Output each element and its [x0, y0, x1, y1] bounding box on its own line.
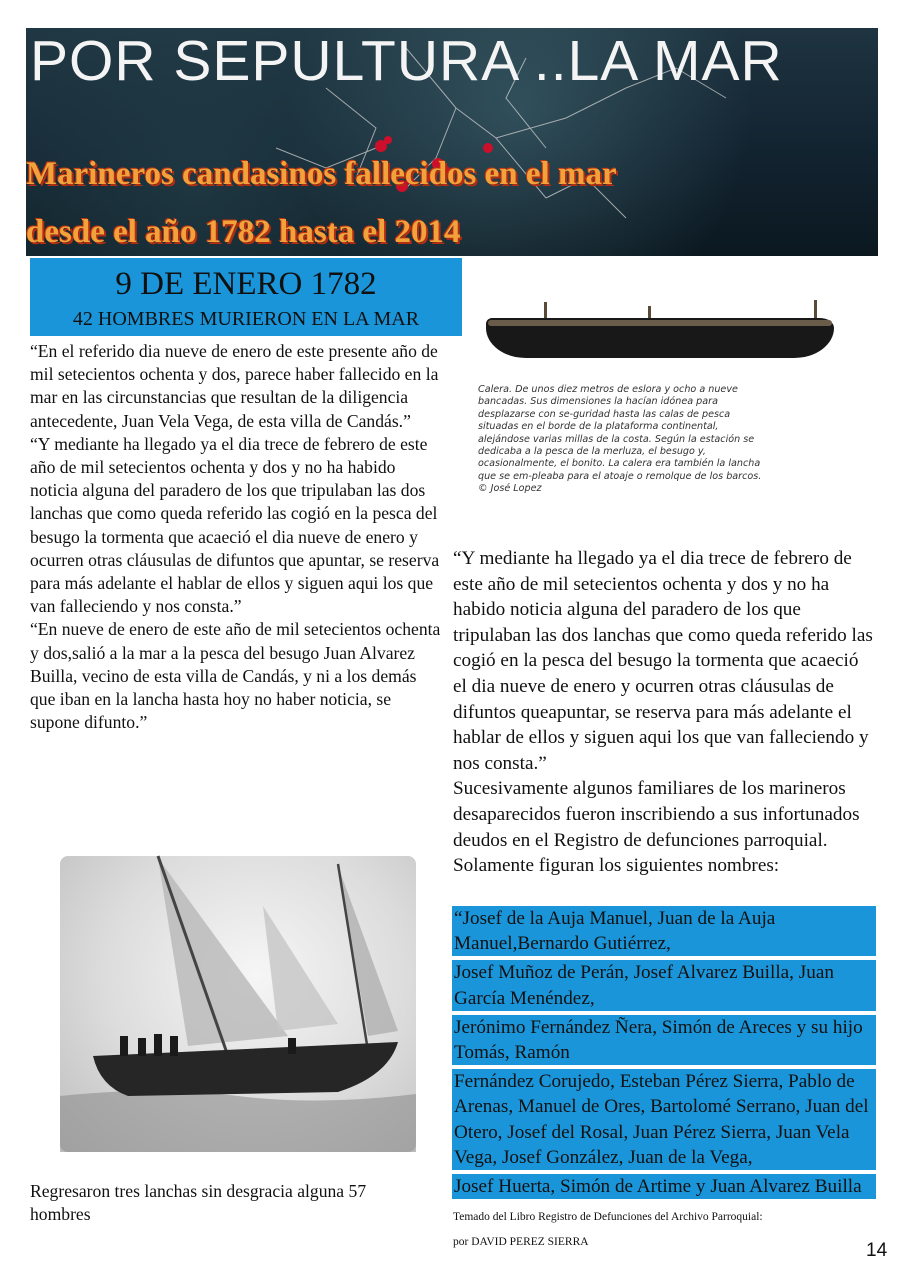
- names-block: Fernández Corujedo, Esteban Pérez Sierra, Pablo de Arenas, Manuel de Ores, Bartolomé Serrano, Juan del Otero, Josef del Rosal, Juan Pérez Sierra, Juan Vela Vega, Josef González, Juan de la Vega,: [452, 1069, 876, 1170]
- header-banner: [26, 28, 878, 256]
- banner-subtitle-line1: Marineros candasinos fallecidos en el mar: [26, 156, 617, 192]
- names-list: [452, 906, 876, 1203]
- date-heading-box: [30, 258, 462, 336]
- left-column-text: [30, 340, 442, 734]
- boat-gunwale: [488, 320, 832, 326]
- right-paragraph: “Y mediante ha llegado ya el dia trece de febrero de este año de mil setecientos ochenta y dos y no ha habido noticia alguna del paradero de los que tripulaban las dos lanchas que como queda referido las cogió en la pesca del besugo la tormenta que acaeció el dia nueve de enero y ocurren otras cláusulas de difuntos queapuntar, se reserva para más adelante el hablar de ellos y siguen aqui los que van falleciendo y nos consta.”: [453, 548, 873, 774]
- calera-caption: Calera. De unos diez metros de eslora y ocho a nueve bancadas. Sus dimensiones la hacían idónea para desplazarse con se-guridad hasta las calas de pesca situadas en el borde de la plataforma continental, alejándose varias millas de la costa. Según la estación se dedicaba a la pesca de la merluza, el besugo y, ocasionalmente, el bonito. La calera era también la lancha que se em-pleaba para el atoaje o remolque de los barcos. © José Lopez: [478, 384, 762, 495]
- left-paragraph: “Y mediante ha llegado ya el dia trece de febrero de este año de mil setecientos ochenta y dos y no ha habido noticia alguna del paradero de los que tripulaban las dos lanchas que como queda referido las cogió en la pesca del besugo la tormenta que acaeció el dia nueve de enero y ocurren otras cláusulas de difuntos que apuntar, se reserva para más adelante el hablar de ellos y siguen aqui los que van falleciendo y nos consta.”: [30, 433, 440, 617]
- banner-subtitle-line2: desde el año 1782 hasta el 2014: [26, 214, 461, 250]
- names-block: Jerónimo Fernández Ñera, Simón de Areces y su hijo Tomás, Ramón: [452, 1015, 876, 1065]
- heading-date: 9 DE ENERO 1782: [115, 266, 377, 302]
- left-paragraph: “En nueve de enero de este año de mil setecientos ochenta y dos,salió a la mar a la pesca del besugo Juan Alvarez Builla, vecino de esta villa de Candás, y ni a los demás que iban en la lancha hasta hoy no haber noticia, se supone difunto.”: [30, 619, 441, 733]
- calera-boat-figure: [462, 282, 854, 530]
- left-paragraph: “En el referido dia nueve de enero de este presente año de mil setecientos ochenta y dos, parece haber fallecido en la mar en las circunstancias que resultan de la diligencia antecedente, Juan Vela Vega, de esta villa de Candás.”: [30, 341, 439, 431]
- sailboat-photo: [38, 846, 436, 1166]
- heading-subhead: 42 HOMBRES MURIERON EN LA MAR: [72, 308, 420, 330]
- photo-caption: Regresaron tres lanchas sin desgracia alguna 57 hombres: [30, 1181, 367, 1224]
- source-credit: Temado del Libro Registro de Defunciones del Archivo Parroquial:: [453, 1211, 763, 1223]
- names-block: Josef Muñoz de Perán, Josef Alvarez Builla, Juan García Menéndez,: [452, 960, 876, 1010]
- names-block: Josef Huerta, Simón de Artime y Juan Alvarez Builla: [452, 1174, 876, 1199]
- banner-title: POR SEPULTURA ..LA MAR: [30, 29, 783, 93]
- page-number: 14: [866, 1240, 888, 1261]
- sailboat-drawing: [38, 846, 436, 1166]
- right-paragraph: Sucesivamente algunos familiares de los marineros desaparecidos fueron inscribiendo a sus infortunados deudos en el Registro de defunciones parroquial. Solamente figuran los siguientes nombres:: [453, 778, 860, 877]
- author-credit: por DAVID PEREZ SIERRA: [453, 1236, 589, 1248]
- right-column-text: [453, 546, 873, 879]
- names-block: “Josef de la Auja Manuel, Juan de la Auja Manuel,Bernardo Gutiérrez,: [452, 906, 876, 956]
